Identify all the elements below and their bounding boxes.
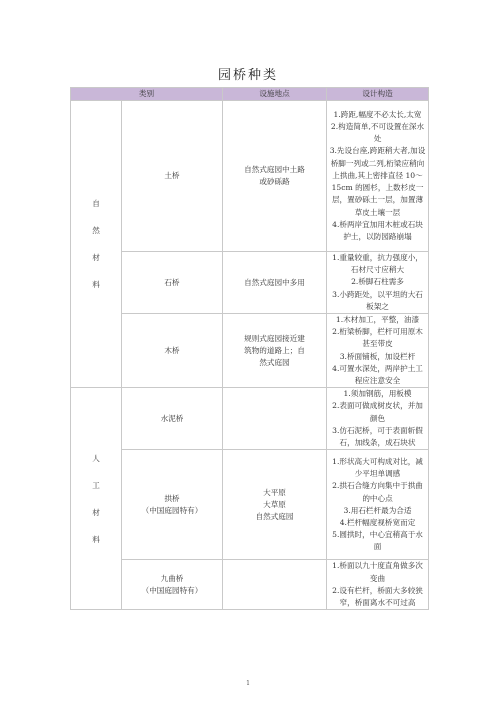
table-header-row [71, 88, 429, 101]
table-row [71, 101, 429, 252]
category-artificial-materials: 人 工 材 料 [71, 388, 122, 610]
bridge-name-cell: 石桥 [122, 252, 223, 314]
design-cell: 1.形状高大可构成对比，减少平坦单调感 2.拱石合缝方向集中于拱曲的中心点 3.用石栏杆最为合适 4.栏杆幅度视桥宽而定 5.圆拱时，中心宜稍高于水面 [327, 450, 429, 560]
table-row [71, 388, 429, 450]
bridge-name-cell: 拱桥 （中国庭园特有） [122, 450, 223, 560]
bridge-name-cell: 九曲桥 （中国庭园特有） [122, 560, 223, 610]
table-row [71, 560, 429, 610]
bridge-name-cell: 土桥 [122, 101, 223, 252]
header-design: 设计构造 [327, 88, 429, 101]
header-category: 类别 [71, 88, 223, 101]
category-natural-materials: 自 然 材 料 [71, 101, 122, 388]
bridge-name-cell: 木桥 [122, 314, 223, 388]
page-title: 园桥种类 [217, 68, 278, 83]
location-cell: 自然式庭园中土路 或砂砾路 [223, 101, 327, 252]
location-cell [223, 388, 327, 450]
design-cell: 1.须加钢筋，用板模 2.表面可做成树皮状，并加颜色 3.仿石泥桥，可于表面斩假石，加线条，成石块状 [327, 388, 429, 450]
design-cell: 1.木材加工，平整，油漆 2.桁梁桥脚，栏杆可用原木甚至带皮 3.桥面铺板，加设栏杆 4.可置水深处，两岸护土工程应注意安全 [327, 314, 429, 388]
bridge-types-table [70, 87, 429, 610]
table-row [71, 450, 429, 560]
header-location: 设施地点 [223, 88, 327, 101]
design-cell: 1.桥面以九十度直角做多次变曲 2.设有栏杆，桥面大多较狭窄，桥面离水不可过高 [327, 560, 429, 610]
location-cell: 规则式庭园接近建 筑物的道路上；自 然式庭园 [223, 314, 327, 388]
location-cell: 大平原 大草原 自然式庭园 [223, 450, 327, 560]
table-row [71, 252, 429, 314]
location-cell [223, 560, 327, 610]
page-number: 1 [246, 680, 250, 687]
bridge-name-cell: 水泥桥 [122, 388, 223, 450]
design-cell: 1.重量较重，抗力强度小，石材尺寸应稍大 2.桥脚石柱需多 3.小跨距处，以平坦的大石板架之 [327, 252, 429, 314]
design-cell: 1.跨距,幅度不必太长,太宽 2.构造简单,不可设置在深水处 3.先设台座,跨距稍大者,加设桥脚一列或二列,桁梁应稍向上拱曲,其上密排直径 10～15cm 的圆杉，上数杉皮一层，置砂砾土一层，加置薄草皮土壤一层 4.桥两岸宜加用木桩或石块护土，以防园路崩塌 [327, 101, 429, 252]
table-row [71, 314, 429, 388]
location-cell: 自然式庭园中多用 [223, 252, 327, 314]
